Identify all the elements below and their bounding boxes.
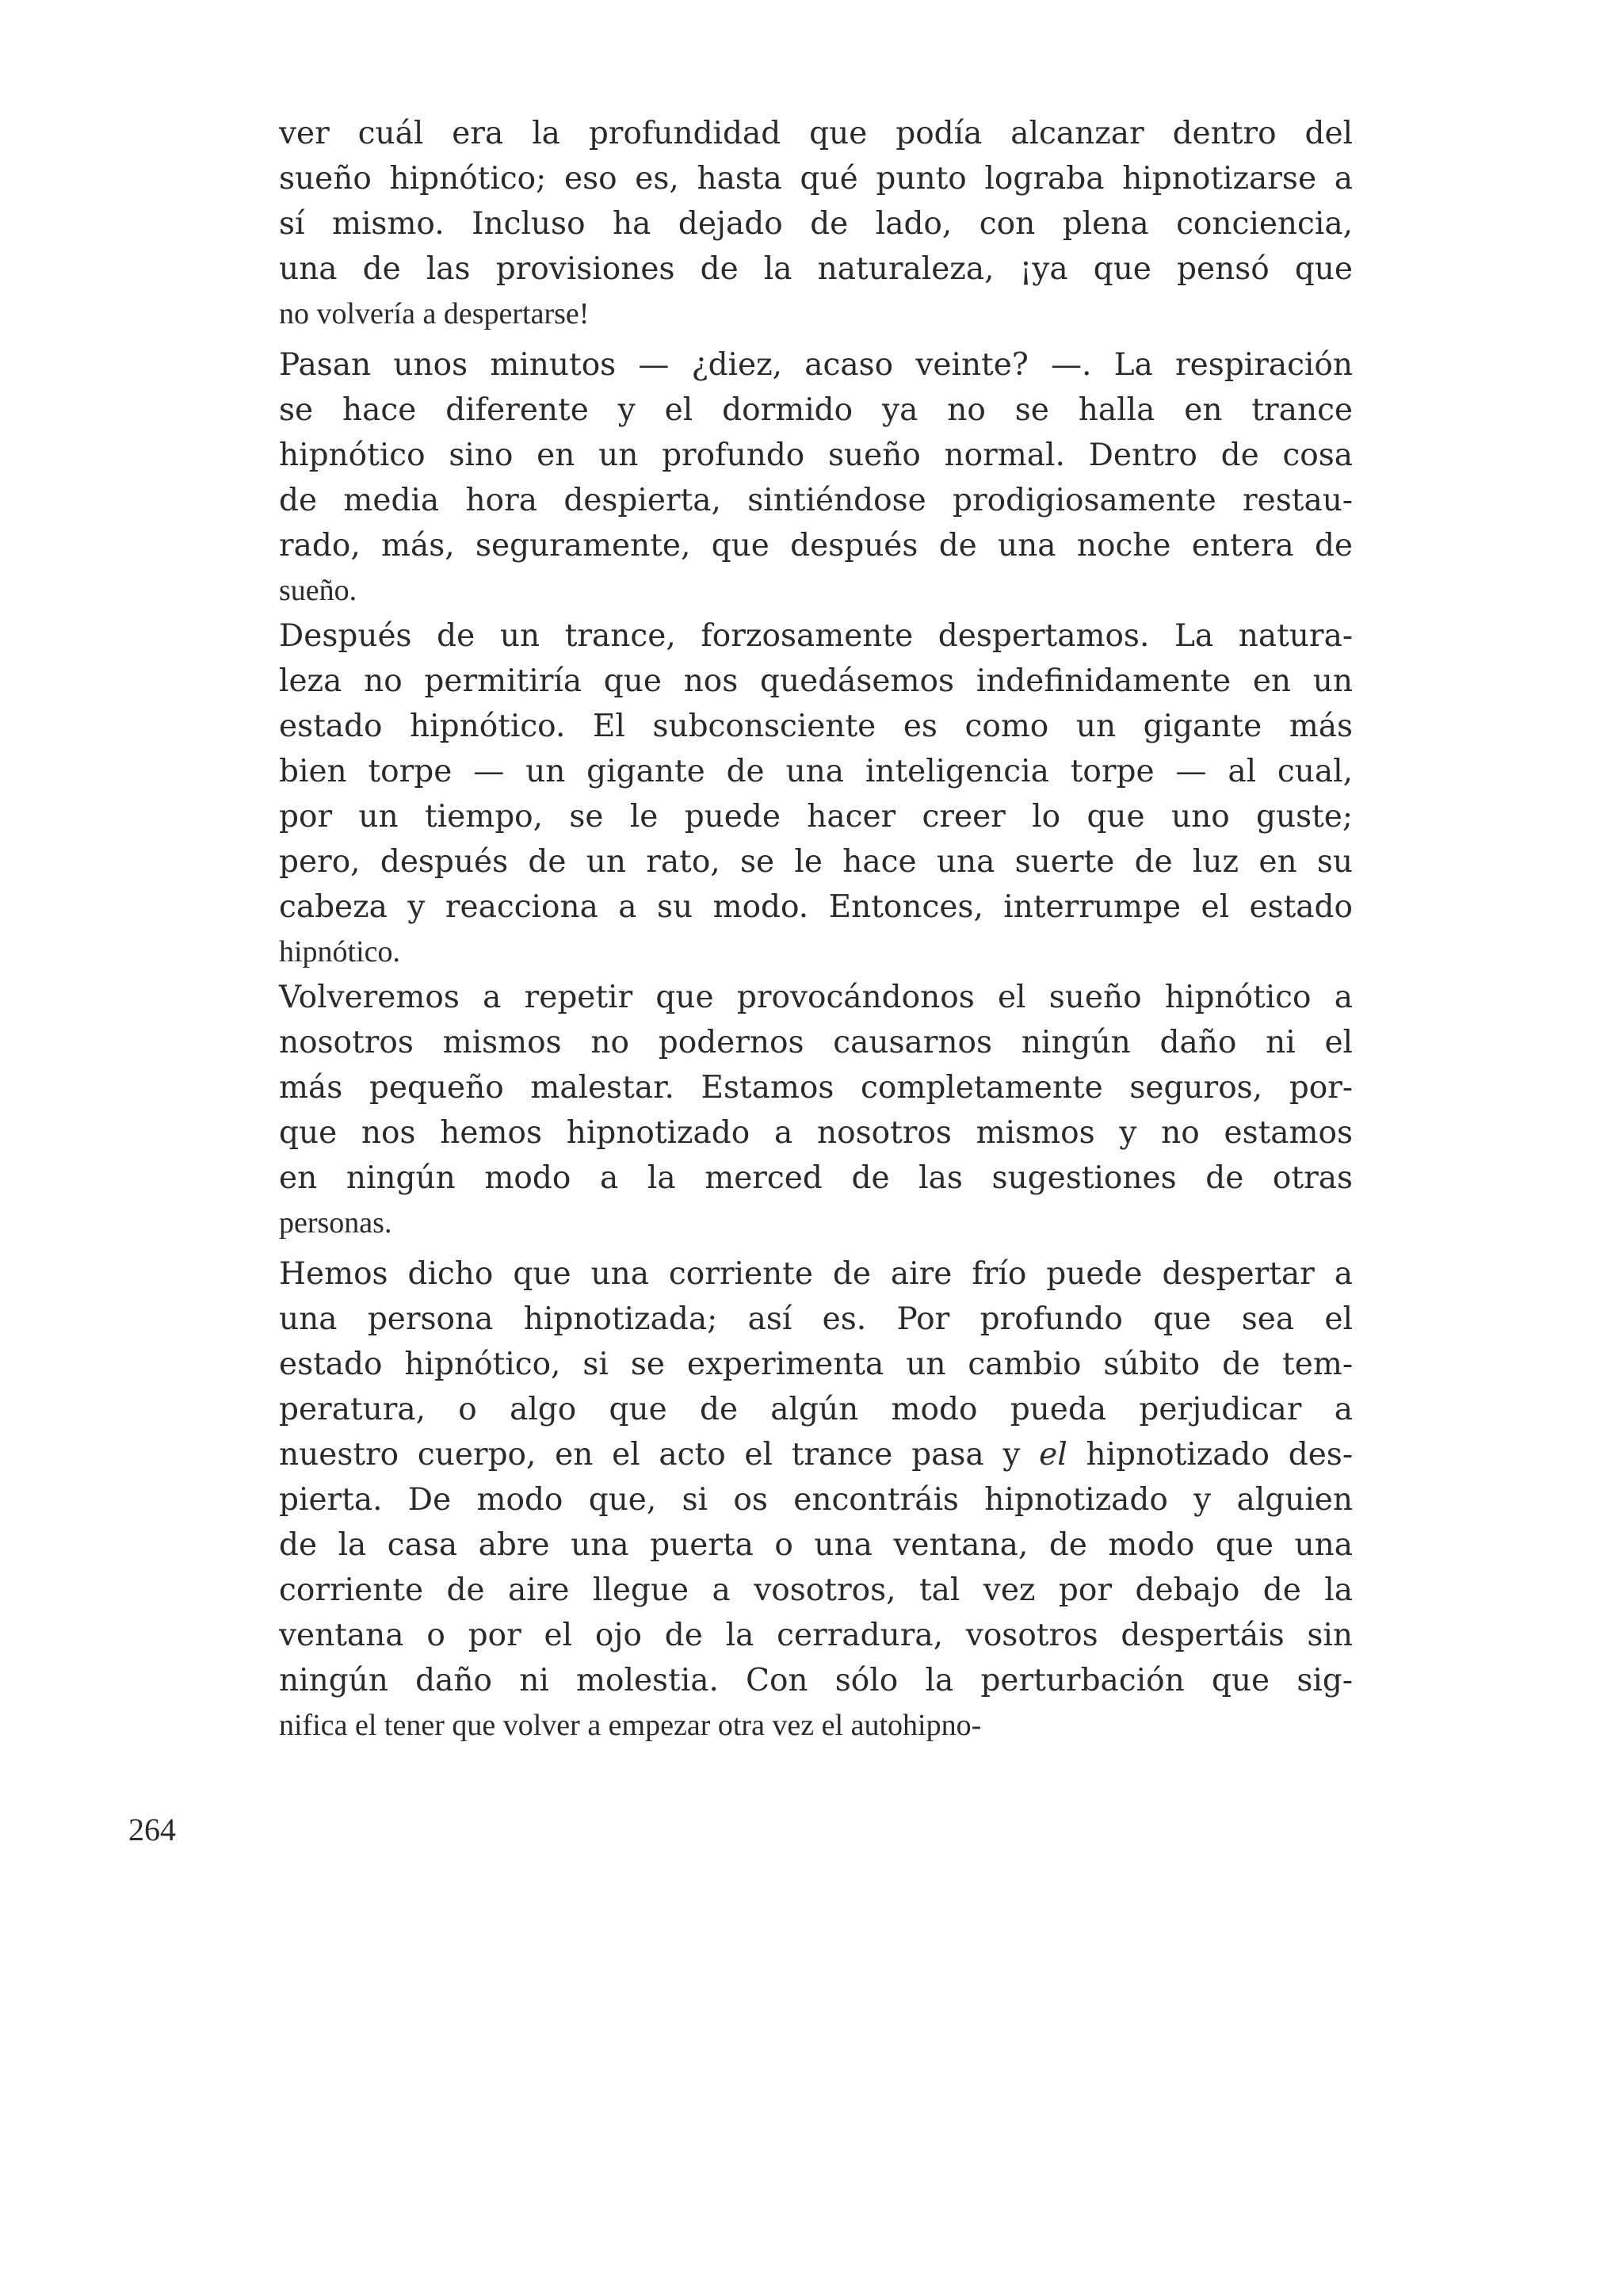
text-line: Después de un trance, forzosamente despertamos. La natura-	[279, 618, 1353, 654]
text-line: de media hora despierta, sintiéndose prodigiosamente restau-	[279, 483, 1353, 518]
text-line: corriente de aire llegue a vosotros, tal vez por debajo de la	[279, 1572, 1353, 1608]
text-line: que nos hemos hipnotizado a nosotros mismos y no estamos	[279, 1115, 1353, 1151]
text-line: rado, más, seguramente, que después de una noche entera de	[279, 528, 1353, 563]
text-line: Hemos dicho que una corriente de aire frío puede despertar a	[279, 1256, 1353, 1292]
text-line: hipnótico sino en un profundo sueño normal. Dentro de cosa	[279, 437, 1353, 473]
text-line: bien torpe — un gigante de una inteligencia torpe — al cual,	[279, 754, 1353, 789]
text-line: personas.	[279, 1206, 392, 1240]
text-line: Volveremos a repetir que provocándonos el sueño hipnótico a	[279, 980, 1353, 1015]
text-line: estado hipnótico, si se experimenta un cambio súbito de tem-	[279, 1347, 1353, 1382]
text-line: cabeza y reacciona a su modo. Entonces, interrumpe el estado	[279, 889, 1353, 925]
text-line: en ningún modo a la merced de las sugestiones de otras	[279, 1160, 1353, 1196]
text-line: nifica el tener que volver a empezar otra vez el autohipno-	[279, 1709, 982, 1742]
text-line: estado hipnótico. El subconsciente es como un gigante más	[279, 709, 1353, 744]
paragraph	[279, 1251, 1353, 1748]
text-line: se hace diferente y el dormido ya no se halla en trance	[279, 392, 1353, 428]
text-line: más pequeño malestar. Estamos completamente seguros, por-	[279, 1070, 1353, 1106]
paragraph	[279, 975, 1353, 1246]
text-line: ver cuál era la profundidad que podía alcanzar dentro del	[279, 116, 1353, 151]
page-number: 264	[128, 1812, 176, 1847]
text-line: nosotros mismos no podernos causarnos ningún daño ni el	[279, 1025, 1353, 1060]
text-line: nuestro cuerpo, en el acto el trance pasa y el hipnotizado des-	[279, 1437, 1353, 1473]
text-line: ningún daño ni molestia. Con sólo la perturbación que sig-	[279, 1663, 1353, 1698]
body-text	[279, 111, 1353, 1748]
text-line: por un tiempo, se le puede hacer creer lo que uno guste;	[279, 799, 1353, 835]
text-line: sueño hipnótico; eso es, hasta qué punto lograba hipnotizarse a	[279, 161, 1353, 197]
text-line: sí mismo. Incluso ha dejado de lado, con plena conciencia,	[279, 206, 1353, 242]
text-line: una persona hipnotizada; así es. Por profundo que sea el	[279, 1301, 1353, 1337]
text-line: peratura, o algo que de algún modo pueda perjudicar a	[279, 1392, 1353, 1427]
text-line: pero, después de un rato, se le hace una suerte de luz en su	[279, 844, 1353, 880]
text-line: Pasan unos minutos — ¿diez, acaso veinte? —. La respiración	[279, 347, 1353, 383]
paragraph	[279, 111, 1353, 337]
text-line: hipnótico.	[279, 935, 401, 968]
text-line: pierta. De modo que, si os encontráis hipnotizado y alguien	[279, 1482, 1353, 1518]
text-line: no volvería a despertarse!	[279, 297, 590, 330]
text-line: ventana o por el ojo de la cerradura, vosotros despertáis sin	[279, 1618, 1353, 1653]
paragraph	[279, 342, 1353, 613]
text-line: de la casa abre una puerta o una ventana, de modo que una	[279, 1527, 1353, 1563]
paragraph	[279, 613, 1353, 975]
text-line: sueño.	[279, 574, 357, 607]
text-line: leza no permitiría que nos quedásemos indefinidamente en un	[279, 663, 1353, 699]
text-line: una de las provisiones de la naturaleza, ¡ya que pensó que	[279, 251, 1353, 287]
